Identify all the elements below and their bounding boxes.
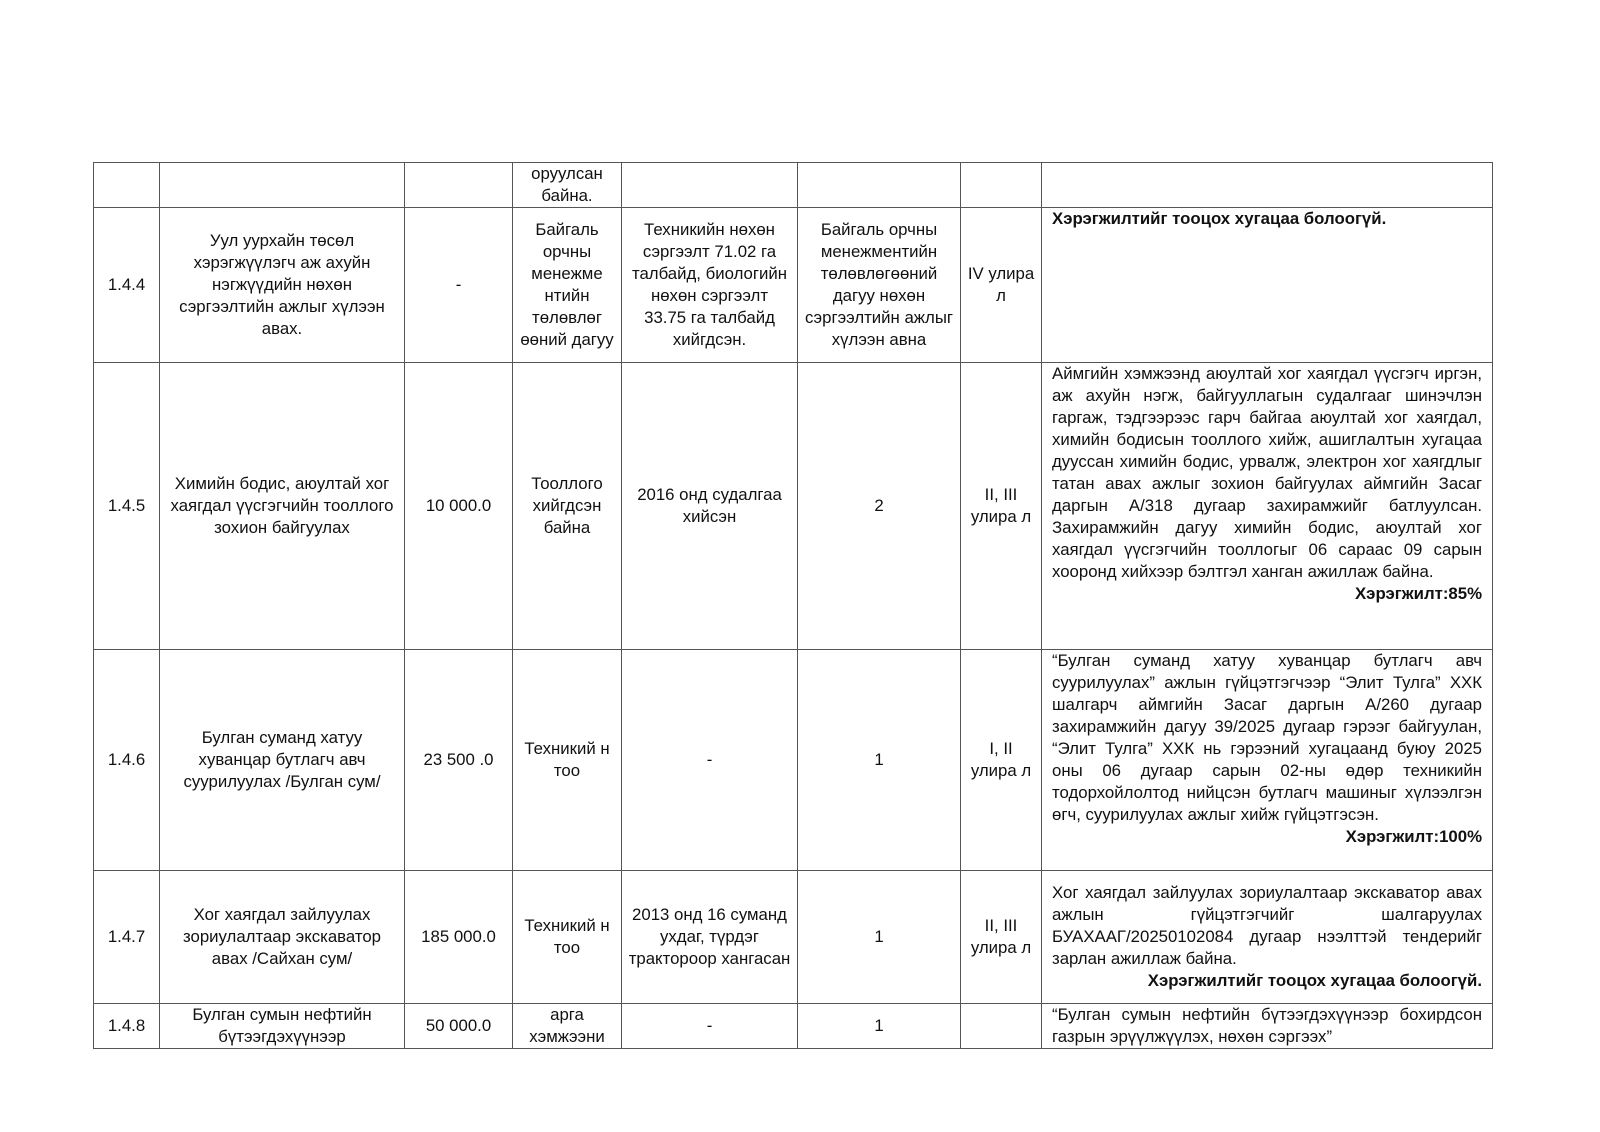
criteria-cell: Техникий н тоо [513,871,622,1004]
table-row [94,871,1493,1004]
period-cell: I, II улира л [961,650,1042,871]
report-text: “Булган сумын нефтийн бүтээгдэхүүнээр бохирдсон газрын эрүүлжүүлэх, нөхөн сэргээх” [1052,1005,1482,1046]
report-cell [1042,1004,1493,1049]
task-cell: Химийн бодис, аюултай хог хаягдал үүсгэгчийн тооллого зохион байгуулах [160,363,405,650]
baseline-cell: 2013 онд 16 суманд ухдаг, түрдэг трактороор хангасан [622,871,798,1004]
task-cell [160,163,405,208]
target-cell [798,163,961,208]
budget-cell: 23 500 .0 [405,650,513,871]
row-number-cell: 1.4.7 [94,871,160,1004]
target-cell: 1 [798,1004,961,1049]
task-cell: Хог хаягдал зайлуулах зориулалтаар экскаватор авах /Сайхан сум/ [160,871,405,1004]
baseline-cell: 2016 онд судалгаа хийсэн [622,363,798,650]
table-row [94,208,1493,363]
report-text: Хэрэгжилтийг тооцох хугацаа болоогүй. [1052,209,1387,228]
table-row [94,1004,1493,1049]
plan-progress-table [93,162,1493,1049]
report-cell [1042,871,1493,1004]
status-text: Хэрэгжилтийг тооцох хугацаа болоогүй. [1147,971,1482,990]
baseline-cell [622,163,798,208]
row-number-cell: 1.4.5 [94,363,160,650]
report-cell [1042,163,1493,208]
task-cell: Уул уурхайн төсөл хэрэгжүүлэгч аж ахуйн нэгжүүдийн нөхөн сэргээлтийн ажлыг хүлээн авах. [160,208,405,363]
budget-cell: 185 000.0 [405,871,513,1004]
table-row [94,650,1493,871]
target-cell: 2 [798,363,961,650]
row-number-cell: 1.4.4 [94,208,160,363]
criteria-text: арга хэмжээни [529,1005,605,1046]
criteria-cell: Техникий н тоо [513,650,622,871]
budget-cell [405,163,513,208]
baseline-cell: - [622,1004,798,1049]
report-cell [1042,650,1493,871]
table-row [94,163,1493,208]
budget-cell: 10 000.0 [405,363,513,650]
target-cell: 1 [798,650,961,871]
baseline-cell: Техникийн нөхөн сэргээлт 71.02 га талбайд, биологийн нөхөн сэргээлт 33.75 га талбайд хийгдсэн. [622,208,798,363]
task-cell: Булган суманд хатуу хуванцар бутлагч авч суурилуулах /Булган сум/ [160,650,405,871]
criteria-cell [513,1004,622,1049]
report-text: Аймгийн хэмжээнд аюултай хог хаягдал үүсгэгч иргэн, аж ахуйн нэгж, байгууллагын судалгааг шинэчлэн гаргаж, тэдгээрээс гарч байгаа аюултай хог хаягдал, химийн бодисын тооллого хийж, ашиглалтын хугацаа дууссан химийн бодис, урвалж, электрон хог хаягдлыг татан авах ажлыг зохион байгуулах аймгийн Засаг даргын А/318 дугаар захирамжийг батлуулсан. Захирамжийн дагуу химийн бодис, аюултай хог хаягдал үүсгэгчийн тооллогыг 06 сараас 09 сарын хооронд хийхээр бэлтгэл ханган ажиллаж байна. [1052,364,1482,581]
period-cell: II, III улира л [961,871,1042,1004]
criteria-cell: Тооллого хийгдсэн байна [513,363,622,650]
criteria-cell: Байгаль орчны менежме нтийн төлөвлөг өөний дагуу [513,208,622,363]
period-cell [961,163,1042,208]
task-cell [160,1004,405,1049]
report-cell [1042,363,1493,650]
row-number-cell: 1.4.8 [94,1004,160,1049]
period-cell [961,1004,1042,1049]
status-text: Хэрэгжилт:100% [1345,827,1482,846]
report-cell [1042,208,1493,363]
table-row [94,363,1493,650]
report-text: Хог хаягдал зайлуулах зориулалтаар экскаватор авах ажлын гүйцэтгэгчийг шалгаруулах БУАХААГ/20250102084 дугаар нээлттэй тендерийг зарлан ажиллаж байна. [1052,883,1482,968]
target-cell: Байгаль орчны менежментийн төлөвлөгөөний дагуу нөхөн сэргээлтийн ажлыг хүлээн авна [798,208,961,363]
budget-cell: - [405,208,513,363]
row-number-cell: 1.4.6 [94,650,160,871]
row-number-cell [94,163,160,208]
task-text: Булган сумын нефтийн бүтээгдэхүүнээр [192,1005,372,1046]
period-cell: IV улира л [961,208,1042,363]
baseline-cell: - [622,650,798,871]
criteria-cell: оруулсан байна. [513,163,622,208]
budget-cell: 50 000.0 [405,1004,513,1049]
report-text: “Булган суманд хатуу хуванцар бутлагч авч суурилуулах” ажлын гүйцэтгэгчээр “Элит Тулга” ХХК шалгарч аймгийн Засаг даргын А/260 дугаар захирамжийн дагуу 39/2025 дугаар гэрээг байгуулан, “Элит Тулга” ХХК нь гэрээний хугацаанд буюу 2025 оны 06 дугаар сарын 02-ны өдөр техникийн тодорхойлолтод нийцсэн бутлагч машиныг хүлээлгэн өгч, суурилуулах ажлыг хийж гүйцэтгэсэн. [1052,651,1482,824]
status-text: Хэрэгжилт:85% [1354,584,1482,603]
period-cell: II, III улира л [961,363,1042,650]
target-cell: 1 [798,871,961,1004]
